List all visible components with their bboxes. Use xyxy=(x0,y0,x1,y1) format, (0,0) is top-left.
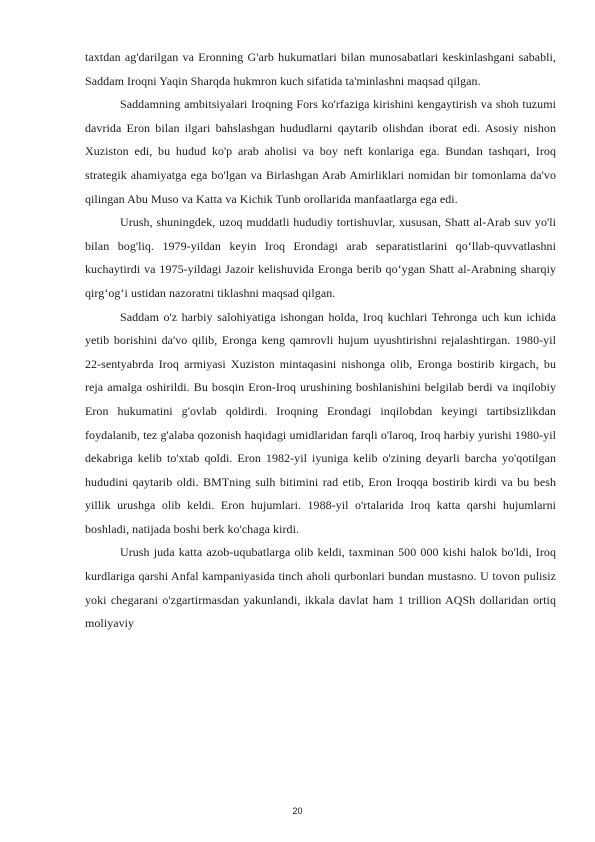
paragraph-4: Saddam o'z harbiy salohiyatiga ishongan holda, Iroq kuchlari Tehronga uch kun ichida yetib borishini da'vo qilib, Eronga keng qamrovli hujum uyushtirishni rejalashtirgan. 1980-yil 22-sentyabrda Iroq armiyasi Xuziston mintaqasini nishonga olib, Eronga bostirib kirgach, bu reja amalga oshirildi. Bu bosqin Eron-Iroq urushining boshlanishini belgilab berdi va inqilobiy Eron hukumatini g'ovlab qoldirdi. Iroqning Erondagi inqilobdan keyingi tartibsizlikdan foydalanib, tez g'alaba qozonish haqidagi umidlaridan farqli o'laroq, Iroq harbiy yurishi 1980-yil dekabriga kelib to'xtab qoldi. Eron 1982-yil iyuniga kelib o'zining deyarli barcha yo'qotilgan hududini qaytarib oldi. BMTning sulh bitimini rad etib, Eron Iroqqa bostirib kirdi va bu besh yillik urushga olib keldi. Eron hujumlari. 1988-yil o'rtalarida Iroq katta qarshi hujumlarni boshladi, natijada boshi berk ko'chaga kirdi. xyxy=(85,309,556,536)
paragraph-2: Saddamning ambitsiyalari Iroqning Fors ko'rfaziga kirishini kengaytirish va shoh tuzumi davrida Eron bilan ilgari bahslashgan hududlarni qaytarib olishdan iborat edi. Asosiy nishon Xuziston edi, bu hudud ko'p arab aholisi va boy neft konlariga ega. Bundan tashqari, Iroq strategik ahamiyatga ega bo'lgan va Birlashgan Arab Amirliklari nomidan bir tomonlama da'vo qilingan Abu Muso va Katta va Kichik Tunb orollarida manfaatlarga ega edi. xyxy=(85,97,556,206)
document-body xyxy=(85,46,556,636)
paragraph-5: Urush juda katta azob-uqubatlarga olib keldi, taxminan 500 000 kishi halok bo'ldi, Iroq kurdlariga qarshi Anfal kampaniyasida tinch aholi qurbonlari bundan mustasno. U tovon pulisiz yoki chegarani o'zgartirmasdan yakunlandi, ikkala davlat ham 1 trillion AQSh dollaridan ortiq moliyaviy xyxy=(85,545,556,631)
paragraph-3: Urush, shuningdek, uzoq muddatli hududiy tortishuvlar, xususan, Shatt al-Arab suv yo'li bilan bog'liq. 1979-yildan keyin Iroq Erondagi arab separatistlarini qo‘llab-quvvatlashni kuchaytirdi va 1975-yildagi Jazoir kelishuvida Eronga berib qo‘ygan Shatt al-Arabning sharqiy qirg‘og‘i ustidan nazoratni tiklashni maqsad qilgan. xyxy=(85,215,556,300)
paragraph-1: taxtdan ag'darilgan va Eronning G'arb hukumatlari bilan munosabatlari keskinlashgani sababli, Saddam Iroqni Yaqin Sharqda hukmron kuch sifatida ta'minlashni maqsad qilgan. xyxy=(85,50,556,88)
page-number: 20 xyxy=(292,806,303,816)
